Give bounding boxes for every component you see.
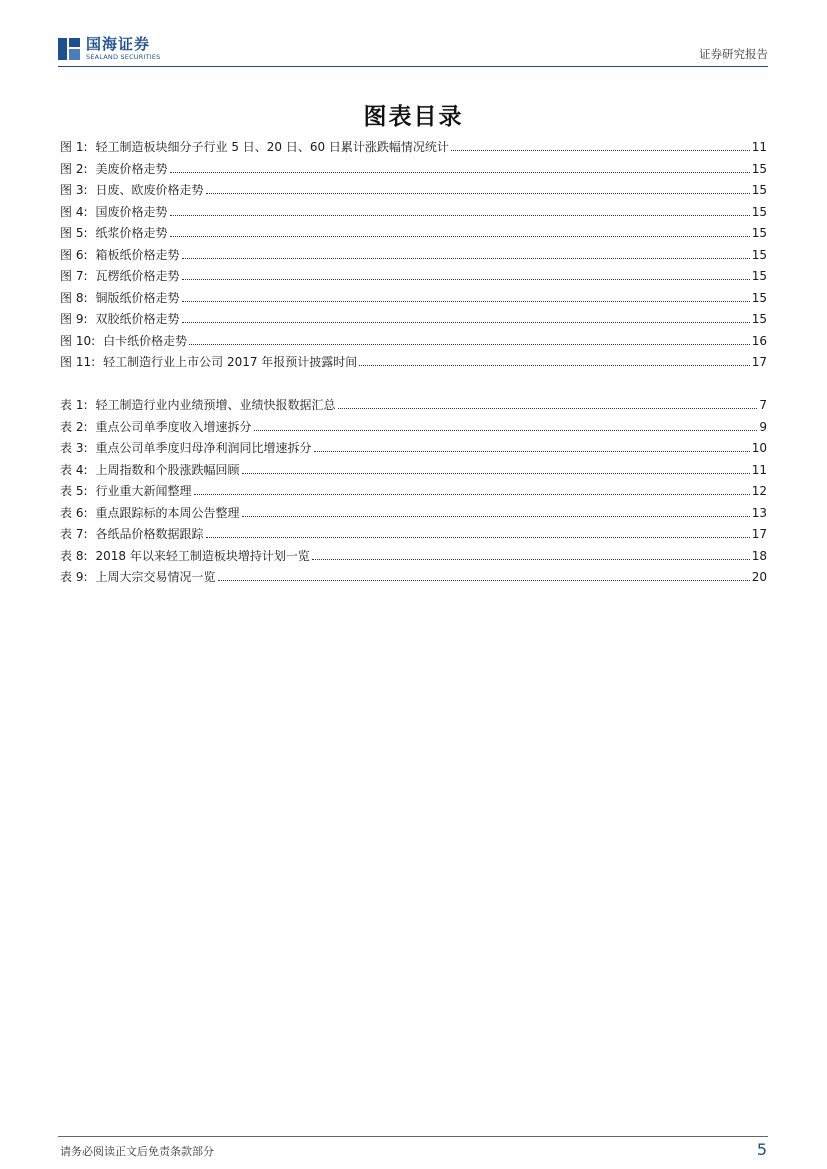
dot-leader xyxy=(182,301,750,302)
disclaimer-note: 请务必阅读正文后免责条款部分 xyxy=(60,1145,214,1158)
dot-leader xyxy=(182,279,750,280)
toc-entry[interactable] xyxy=(60,203,767,225)
logo-chinese-name: 国海证券 xyxy=(86,35,151,54)
entry-label: 图 6: xyxy=(60,247,88,262)
toc-entry[interactable] xyxy=(60,310,767,332)
entry-page: 15 xyxy=(751,161,767,176)
dot-leader xyxy=(182,322,750,323)
toc-entry[interactable] xyxy=(60,439,767,461)
dot-leader xyxy=(359,365,749,366)
entry-page: 15 xyxy=(751,312,767,326)
company-logo xyxy=(58,36,161,62)
toc-entry[interactable] xyxy=(60,396,767,418)
entry-title: 轻工制造行业上市公司 2017 年报预计披露时间 xyxy=(103,355,358,369)
entry-page: 15 xyxy=(751,204,767,219)
dot-leader xyxy=(206,537,750,538)
dot-leader xyxy=(314,451,750,452)
entry-label: 图 3: xyxy=(60,183,88,197)
dot-leader xyxy=(170,215,750,216)
logo-english-name: SEALAND SECURITIES xyxy=(86,53,161,62)
sealand-logo-icon xyxy=(58,38,80,60)
dot-leader xyxy=(451,150,750,151)
entry-page: 20 xyxy=(751,570,767,584)
entry-page: 15 xyxy=(751,226,767,240)
entry-title: 重点公司单季度收入增速拆分 xyxy=(95,419,252,434)
entry-page: 11 xyxy=(751,140,767,154)
entry-label: 表 5: xyxy=(60,484,88,498)
toc-entry[interactable] xyxy=(60,547,767,569)
page-number: 5 xyxy=(756,1140,767,1159)
toc-entry[interactable] xyxy=(60,224,767,246)
dot-leader xyxy=(242,473,750,474)
entry-label: 表 9: xyxy=(60,570,88,584)
dot-leader xyxy=(254,430,758,431)
toc-entry[interactable] xyxy=(60,504,767,526)
entry-label: 图 11: xyxy=(60,355,96,369)
dot-leader xyxy=(170,172,750,173)
entry-page: 16 xyxy=(751,333,767,348)
toc-entry[interactable] xyxy=(60,138,767,160)
entry-title: 行业重大新闻整理 xyxy=(95,484,192,498)
dot-leader xyxy=(170,236,750,237)
entry-title: 重点公司单季度归母净利润同比增速拆分 xyxy=(95,441,312,455)
page-title: 图表目录 xyxy=(363,104,464,130)
entry-title: 轻工制造板块细分子行业 5 日、20 日、60 日累计涨跌幅情况统计 xyxy=(95,140,449,154)
entry-page: 18 xyxy=(751,548,767,563)
entry-label: 图 8: xyxy=(60,290,88,305)
entry-label: 图 2: xyxy=(60,161,88,176)
figure-list xyxy=(60,138,767,375)
entry-title: 纸浆价格走势 xyxy=(95,226,168,240)
dot-leader xyxy=(338,408,758,409)
toc-entry[interactable] xyxy=(60,568,767,590)
entry-label: 图 7: xyxy=(60,269,88,283)
header-divider xyxy=(58,66,768,67)
footer-divider xyxy=(58,1136,768,1137)
entry-page: 15 xyxy=(751,183,767,197)
toc-entry[interactable] xyxy=(60,267,767,289)
toc-entry[interactable] xyxy=(60,181,767,203)
entry-label: 表 3: xyxy=(60,441,88,455)
entry-label: 表 1: xyxy=(60,398,88,412)
dot-leader xyxy=(218,580,750,581)
dot-leader xyxy=(189,344,750,345)
entry-title: 箱板纸价格走势 xyxy=(95,247,180,262)
page-header xyxy=(58,36,768,66)
entry-label: 表 7: xyxy=(60,527,88,541)
toc-entry[interactable] xyxy=(60,332,767,354)
toc-entry[interactable] xyxy=(60,461,767,483)
entry-label: 图 1: xyxy=(60,140,88,154)
entry-title: 重点跟踪标的本周公告整理 xyxy=(95,505,240,520)
entry-page: 17 xyxy=(751,527,767,541)
toc-entry[interactable] xyxy=(60,246,767,268)
table-list xyxy=(60,396,767,590)
entry-page: 15 xyxy=(751,269,767,283)
entry-label: 表 6: xyxy=(60,505,88,520)
entry-label: 表 4: xyxy=(60,462,88,477)
entry-title: 双胶纸价格走势 xyxy=(95,312,180,326)
entry-page: 11 xyxy=(751,462,767,477)
entry-label: 图 10: xyxy=(60,333,96,348)
entry-page: 7 xyxy=(759,398,767,412)
entry-page: 12 xyxy=(751,484,767,498)
dot-leader xyxy=(206,193,750,194)
toc-entry[interactable] xyxy=(60,353,767,375)
toc-entry[interactable] xyxy=(60,160,767,182)
entry-label: 表 2: xyxy=(60,419,88,434)
entry-title: 国废价格走势 xyxy=(95,204,168,219)
entry-page: 15 xyxy=(751,290,767,305)
entry-title: 铜版纸价格走势 xyxy=(95,290,180,305)
entry-title: 2018 年以来轻工制造板块增持计划一览 xyxy=(95,548,310,563)
entry-title: 上周大宗交易情况一览 xyxy=(95,570,216,584)
entry-title: 上周指数和个股涨跌幅回顾 xyxy=(95,462,240,477)
entry-title: 美废价格走势 xyxy=(95,161,168,176)
toc-entry[interactable] xyxy=(60,482,767,504)
entry-page: 15 xyxy=(751,247,767,262)
document-type: 证券研究报告 xyxy=(699,47,768,61)
entry-label: 图 4: xyxy=(60,204,88,219)
entry-label: 图 9: xyxy=(60,312,88,326)
toc-entry[interactable] xyxy=(60,289,767,311)
entry-title: 瓦楞纸价格走势 xyxy=(95,269,180,283)
entry-title: 各纸品价格数据跟踪 xyxy=(95,527,204,541)
entry-label: 表 8: xyxy=(60,548,88,563)
entry-label: 图 5: xyxy=(60,226,88,240)
entry-page: 17 xyxy=(751,355,767,369)
dot-leader xyxy=(312,559,750,560)
entry-title: 轻工制造行业内业绩预增、业绩快报数据汇总 xyxy=(95,398,336,412)
entry-title: 日废、欧废价格走势 xyxy=(95,183,204,197)
entry-page: 9 xyxy=(759,419,767,434)
entry-page: 13 xyxy=(751,505,767,520)
dot-leader xyxy=(182,258,750,259)
entry-page: 10 xyxy=(751,441,767,455)
dot-leader xyxy=(242,516,750,517)
dot-leader xyxy=(194,494,750,495)
toc-entry[interactable] xyxy=(60,418,767,440)
toc-entry[interactable] xyxy=(60,525,767,547)
entry-title: 白卡纸价格走势 xyxy=(103,333,188,348)
